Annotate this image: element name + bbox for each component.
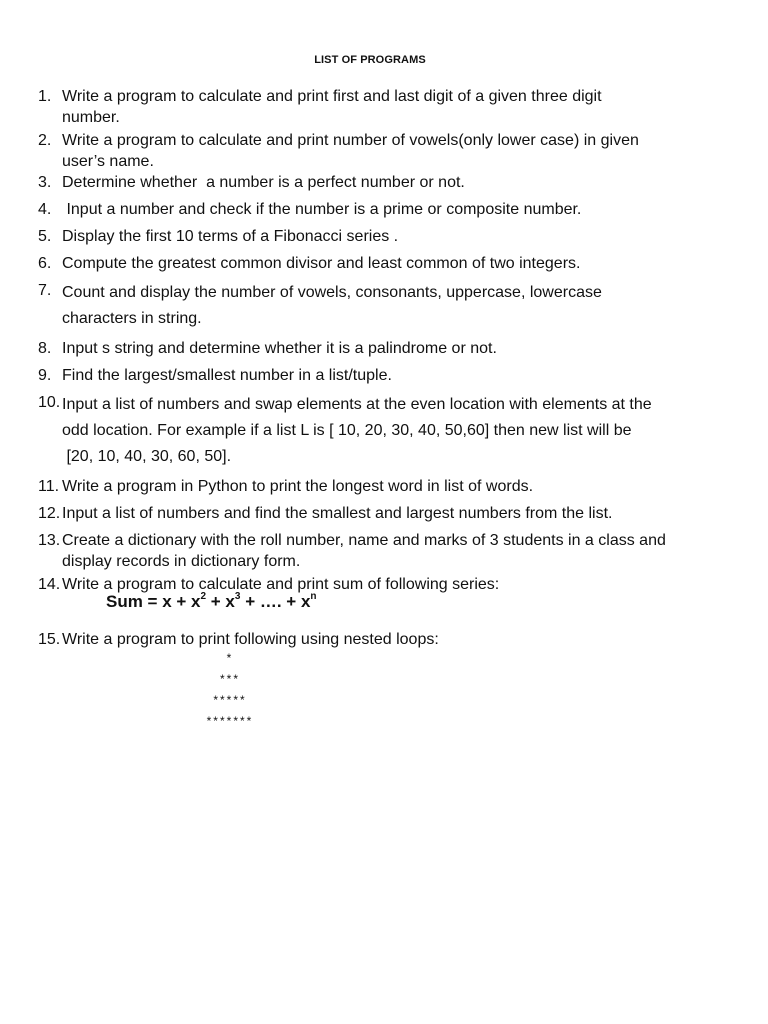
program-text-line: Write a program to calculate and print first and last digit of a given three digit xyxy=(62,88,602,105)
program-text xyxy=(62,530,738,572)
formula-exponent-2: 2 xyxy=(200,591,207,602)
program-text-line: Compute the greatest common divisor and least common of two integers. xyxy=(62,255,581,272)
program-text-line: Display the first 10 terms of a Fibonacci series . xyxy=(62,228,399,245)
program-text xyxy=(62,392,738,470)
program-item xyxy=(38,503,738,524)
formula-mid-2: + …. + x xyxy=(240,592,311,611)
program-text-line: Write a program in Python to print the longest word in list of words. xyxy=(62,478,534,495)
formula-exponent-3: 3 xyxy=(234,591,241,602)
program-text xyxy=(62,365,738,386)
program-text-line: odd location. For example if a list L is [ 10, 20, 30, 40, 50,60] then new list will be xyxy=(62,422,632,439)
program-text xyxy=(62,130,738,172)
program-item xyxy=(38,365,738,386)
program-text-line: Input a list of numbers and swap elements at the even location with elements at the xyxy=(62,396,652,413)
program-number: 10. xyxy=(38,394,61,411)
program-list xyxy=(38,86,738,650)
star-pattern xyxy=(150,648,310,732)
program-text xyxy=(62,253,738,274)
program-number: 1. xyxy=(38,88,52,105)
program-text-line: Input a number and check if the number is a prime or composite number. xyxy=(62,201,582,218)
program-item xyxy=(38,530,738,572)
program-item xyxy=(38,86,738,128)
program-number: 6. xyxy=(38,255,52,272)
program-text xyxy=(62,172,738,193)
program-number: 15. xyxy=(38,631,61,648)
program-number: 9. xyxy=(38,367,52,384)
program-number: 3. xyxy=(38,174,52,191)
program-text xyxy=(62,629,738,650)
program-text-line: display records in dictionary form. xyxy=(62,553,301,570)
program-text xyxy=(62,503,738,524)
program-text xyxy=(62,476,738,497)
program-number: 8. xyxy=(38,340,52,357)
program-text xyxy=(62,86,738,128)
program-text-line: Write a program to print following using nested loops: xyxy=(62,631,439,648)
program-text-line: characters in string. xyxy=(62,310,202,327)
program-text xyxy=(62,338,738,359)
program-text-line: Input s string and determine whether it is a palindrome or not. xyxy=(62,340,497,357)
program-text xyxy=(62,226,738,247)
pattern-row-1: * xyxy=(226,651,234,665)
program-number: 12. xyxy=(38,505,61,522)
program-item xyxy=(38,172,738,193)
program-number: 11. xyxy=(38,478,60,495)
program-number: 7. xyxy=(38,282,52,299)
program-item xyxy=(38,338,738,359)
program-item xyxy=(38,392,738,470)
program-item xyxy=(38,476,738,497)
program-item xyxy=(38,253,738,274)
program-text-line: [20, 10, 40, 30, 60, 50]. xyxy=(62,448,232,465)
program-item xyxy=(38,280,738,332)
program-text-line: Count and display the number of vowels, consonants, uppercase, lowercase xyxy=(62,284,602,301)
program-number: 4. xyxy=(38,201,52,218)
program-number: 2. xyxy=(38,132,52,149)
program-item xyxy=(38,199,738,220)
pattern-row-3: ***** xyxy=(213,693,247,707)
program-text-line: Input a list of numbers and find the smallest and largest numbers from the list. xyxy=(62,505,613,522)
program-text xyxy=(62,199,738,220)
program-text xyxy=(62,280,738,332)
formula-lead: Sum = x + x xyxy=(106,592,201,611)
program-text-line: user’s name. xyxy=(62,153,154,170)
program-text-line: number. xyxy=(62,109,120,126)
program-item xyxy=(38,629,738,650)
pattern-row-2: *** xyxy=(219,672,240,686)
series-formula xyxy=(106,592,317,612)
program-item xyxy=(38,226,738,247)
program-number: 13. xyxy=(38,532,61,549)
program-text-line: Find the largest/smallest number in a list/tuple. xyxy=(62,367,392,384)
document-title: LIST OF PROGRAMS xyxy=(314,54,426,66)
pattern-row-4: ******* xyxy=(206,714,254,728)
formula-mid-1: + x xyxy=(206,592,235,611)
program-number: 14. xyxy=(38,576,61,593)
formula-exponent-n: n xyxy=(310,591,317,602)
program-item xyxy=(38,130,738,172)
program-text-line: Write a program to calculate and print number of vowels(only lower case) in given xyxy=(62,132,639,149)
program-text-line: Determine whether a number is a perfect number or not. xyxy=(62,174,465,191)
program-number: 5. xyxy=(38,228,52,245)
program-text-line: Write a program to calculate and print sum of following series: xyxy=(62,576,500,593)
program-text-line: Create a dictionary with the roll number, name and marks of 3 students in a class and xyxy=(62,532,666,549)
